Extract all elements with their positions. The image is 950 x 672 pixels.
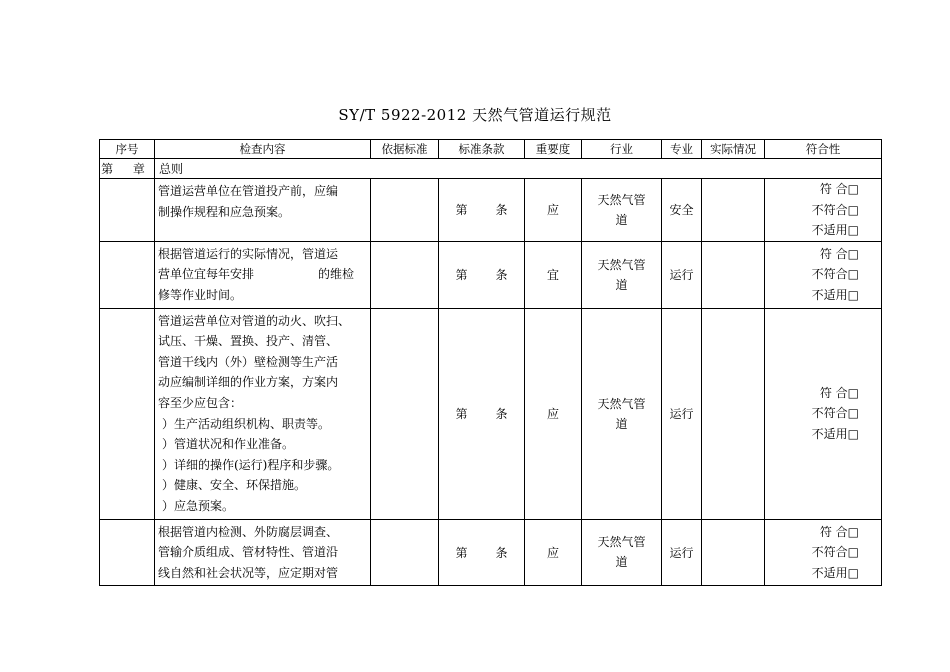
compliance-option-na[interactable]: 不适用□ <box>811 426 859 441</box>
header-actual: 实际情况 <box>702 140 765 159</box>
row-actual[interactable] <box>702 241 765 308</box>
content-line: 根据管道运行的实际情况，管道运 <box>158 246 339 261</box>
row-clause: 第 条 <box>439 241 525 308</box>
row-content <box>155 241 371 308</box>
content-line: 管道干线内（外）壁检测等生产活 <box>158 354 339 369</box>
header-specialty: 专业 <box>662 140 702 159</box>
row-importance: 应 <box>525 519 582 586</box>
content-line: 管道运营单位在管道投产前，应编 <box>158 184 339 198</box>
row-importance: 应 <box>525 308 582 519</box>
row-index <box>100 241 155 308</box>
row-compliance <box>765 308 882 519</box>
row-index <box>100 179 155 242</box>
chapter-label: 第 章 <box>100 159 155 179</box>
document-title: SY/T 5922-2012 天然气管道运行规范 <box>338 106 612 124</box>
content-line: 营单位宜每年安排 的维检 <box>158 267 355 282</box>
row-index <box>100 519 155 586</box>
compliance-option-nonconform[interactable]: 不符合□ <box>811 545 859 560</box>
row-clause: 第 条 <box>439 519 525 586</box>
content-line: 制操作规程和应急预案。 <box>158 204 291 219</box>
compliance-option-na[interactable]: 不适用□ <box>811 565 859 580</box>
row-industry: 天然气管 道 <box>582 308 662 519</box>
chapter-title: 总则 <box>155 159 882 179</box>
row-index <box>100 308 155 519</box>
compliance-option-na[interactable]: 不适用□ <box>811 223 859 238</box>
row-compliance <box>765 519 882 586</box>
content-line: ）详细的操作(运行)程序和步骤。 <box>162 457 340 472</box>
content-line: ）健康、安全、环保措施。 <box>162 478 307 493</box>
compliance-option-na[interactable]: 不适用□ <box>811 287 859 302</box>
content-line: ）应急预案。 <box>162 498 235 513</box>
content-line: 管道运营单位对管道的动火、吹扫、 <box>158 313 351 328</box>
row-actual[interactable] <box>702 308 765 519</box>
row-compliance <box>765 179 882 242</box>
row-content <box>155 179 371 242</box>
compliance-option-nonconform[interactable]: 不符合□ <box>811 267 859 282</box>
row-actual[interactable] <box>702 179 765 242</box>
table-row <box>100 179 882 242</box>
row-standard <box>371 241 439 308</box>
compliance-option-conform[interactable]: 符 合□ <box>819 246 859 261</box>
content-line: 试压、干燥、置换、投产、清管、 <box>158 334 339 349</box>
compliance-option-conform[interactable]: 符 合□ <box>819 385 859 400</box>
content-line: ）生产活动组织机构、职责等。 <box>162 416 331 431</box>
content-line: 线自然和社会状况等，应定期对管 <box>158 565 339 580</box>
table-row <box>100 519 882 586</box>
content-line: 根据管道内检测、外防腐层调查、 <box>158 524 339 539</box>
row-industry: 天然气管 道 <box>582 519 662 586</box>
header-content: 检查内容 <box>155 140 371 159</box>
compliance-option-nonconform[interactable]: 不符合□ <box>811 202 859 217</box>
content-line: 动应编制详细的作业方案，方案内 <box>158 375 339 390</box>
row-content <box>155 519 371 586</box>
row-specialty: 运行 <box>662 308 702 519</box>
row-clause: 第 条 <box>439 179 525 242</box>
compliance-option-conform[interactable]: 符 合□ <box>819 524 859 539</box>
row-industry: 天然气管 道 <box>582 179 662 242</box>
row-specialty: 运行 <box>662 241 702 308</box>
row-importance: 宜 <box>525 241 582 308</box>
row-content <box>155 308 371 519</box>
row-standard <box>371 308 439 519</box>
header-industry: 行业 <box>582 140 662 159</box>
compliance-option-conform[interactable]: 符 合□ <box>819 182 859 196</box>
row-clause: 第 条 <box>439 308 525 519</box>
header-standard: 依据标准 <box>371 140 439 159</box>
header-importance: 重要度 <box>525 140 582 159</box>
row-standard <box>371 519 439 586</box>
row-standard <box>371 179 439 242</box>
header-compliance: 符合性 <box>765 140 882 159</box>
table-row <box>100 308 882 519</box>
header-clause: 标准条款 <box>439 140 525 159</box>
row-specialty: 运行 <box>662 519 702 586</box>
compliance-option-nonconform[interactable]: 不符合□ <box>811 406 859 421</box>
content-line: 容至少应包含： <box>158 395 243 410</box>
row-industry: 天然气管 道 <box>582 241 662 308</box>
header-row <box>100 140 882 159</box>
row-compliance <box>765 241 882 308</box>
row-actual[interactable] <box>702 519 765 586</box>
content-line: 修等作业时间。 <box>158 287 243 302</box>
content-line: 管输介质组成、管材特性、管道沿 <box>158 545 339 560</box>
row-importance: 应 <box>525 179 582 242</box>
content-line: ）管道状况和作业准备。 <box>162 437 295 452</box>
header-index: 序号 <box>100 140 155 159</box>
chapter-row <box>100 159 882 179</box>
row-specialty: 安全 <box>662 179 702 242</box>
table-row <box>100 241 882 308</box>
inspection-table <box>99 139 882 586</box>
